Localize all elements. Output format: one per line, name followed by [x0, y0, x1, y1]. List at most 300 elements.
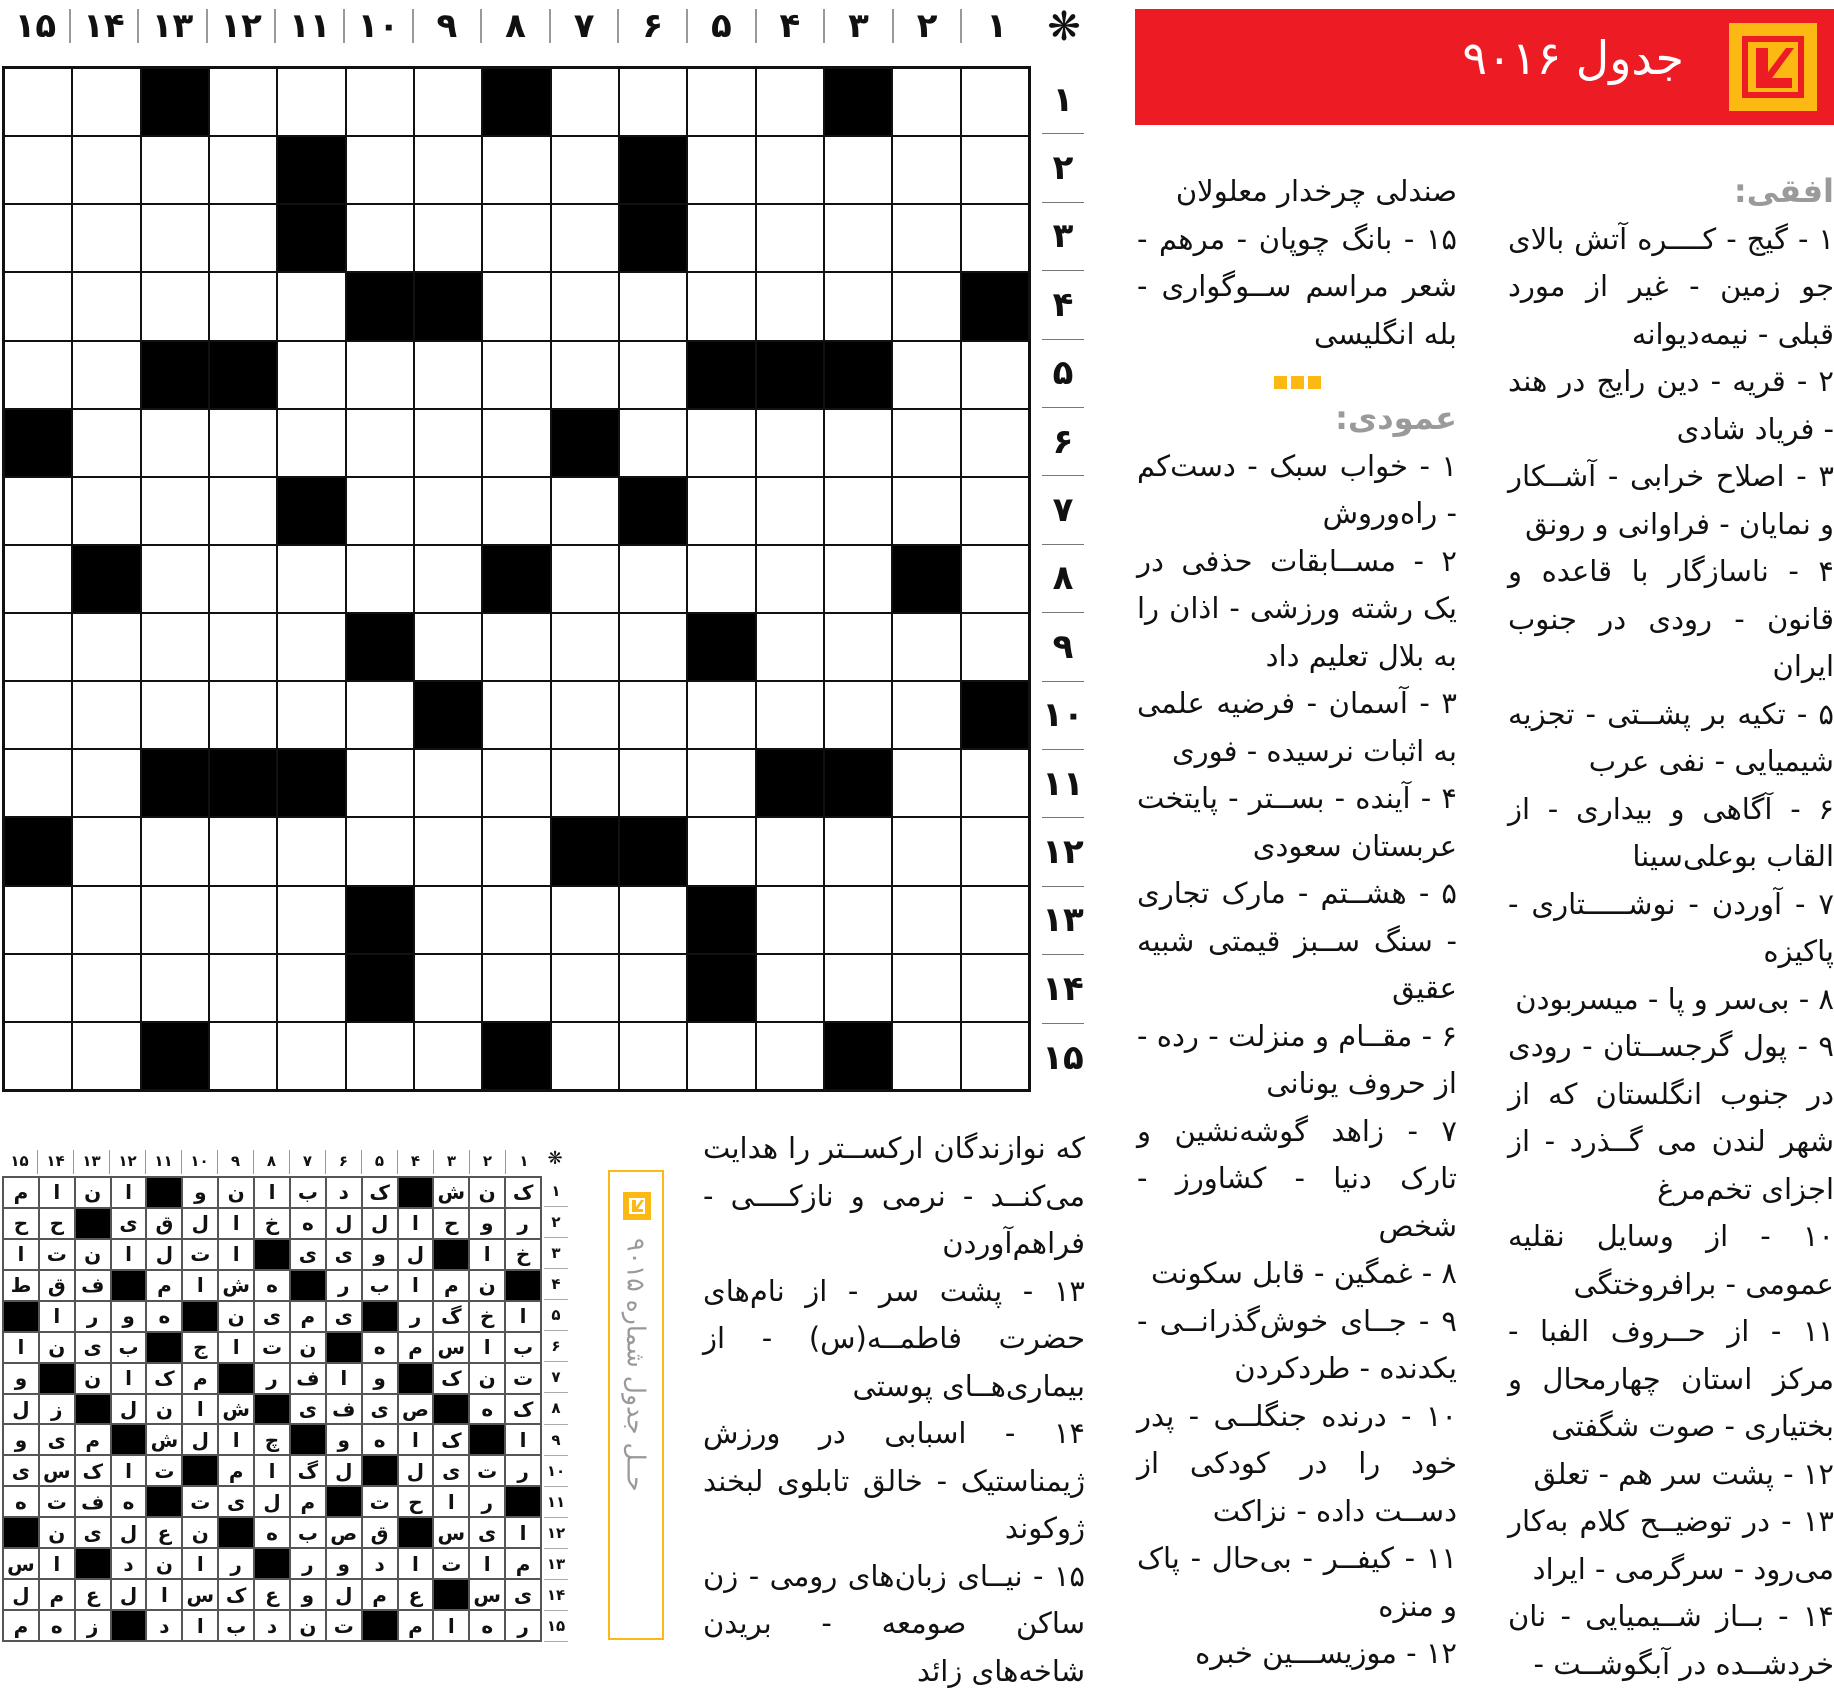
solution-letter: چ — [254, 1424, 290, 1455]
solution-letter: ه — [362, 1424, 398, 1455]
grid-cell[interactable] — [277, 954, 345, 1022]
grid-cell[interactable] — [346, 1022, 414, 1090]
grid-cell[interactable] — [551, 613, 619, 681]
grid-cell[interactable] — [346, 477, 414, 545]
solution-row-number: ۵ — [544, 1300, 568, 1331]
grid-cell[interactable] — [824, 545, 892, 613]
grid-cell[interactable] — [209, 545, 277, 613]
grid-cell[interactable] — [141, 613, 209, 681]
grid-cell[interactable] — [687, 749, 755, 817]
black-cell — [961, 272, 1029, 340]
grid-cell[interactable] — [209, 204, 277, 272]
solution-letter: ح — [398, 1486, 434, 1517]
solution-black-cell — [433, 1579, 469, 1610]
vertical-clue: ۴ - آینده - بســتر - پایتخت عربستان سعودی — [1137, 775, 1457, 870]
grid-cell[interactable] — [551, 341, 619, 409]
grid-cell[interactable] — [209, 681, 277, 749]
grid-cell[interactable] — [756, 272, 824, 340]
horizontal-clue: صندلی چرخدار معلولان — [1137, 168, 1457, 216]
grid-cell[interactable] — [551, 886, 619, 954]
column-number: ۱۰ — [345, 9, 414, 43]
grid-cell[interactable] — [414, 749, 482, 817]
grid-cell[interactable] — [277, 272, 345, 340]
solution-black-cell — [39, 1363, 75, 1394]
black-cell — [4, 409, 72, 477]
grid-cell[interactable] — [482, 886, 550, 954]
solution-letter: ن — [469, 1270, 505, 1301]
solution-letter: ل — [326, 1208, 362, 1239]
grid-cell[interactable] — [72, 886, 140, 954]
grid-cell[interactable] — [4, 613, 72, 681]
grid-cell[interactable] — [961, 477, 1029, 545]
grid-cell[interactable] — [209, 136, 277, 204]
grid-cell[interactable] — [141, 681, 209, 749]
grid-cell[interactable] — [892, 68, 960, 136]
solution-letter: ا — [3, 1239, 39, 1270]
grid-cell[interactable] — [277, 681, 345, 749]
solution-letter: ا — [39, 1301, 75, 1332]
grid-cell[interactable] — [141, 817, 209, 885]
grid-cell[interactable] — [961, 749, 1029, 817]
grid-cell[interactable] — [414, 409, 482, 477]
solution-letter: ر — [326, 1270, 362, 1301]
grid-cell[interactable] — [4, 204, 72, 272]
grid-cell[interactable] — [141, 477, 209, 545]
black-cell — [414, 272, 482, 340]
solution-letter: ا — [111, 1239, 147, 1270]
grid-cell[interactable] — [141, 409, 209, 477]
grid-cell[interactable] — [482, 681, 550, 749]
grid-cell[interactable] — [619, 613, 687, 681]
grid-cell[interactable] — [961, 204, 1029, 272]
grid-cell[interactable] — [687, 681, 755, 749]
grid-cell[interactable] — [961, 136, 1029, 204]
column-numbers — [2, 0, 1031, 52]
grid-cell[interactable] — [141, 204, 209, 272]
solution-letter: م — [146, 1270, 182, 1301]
grid-cell[interactable] — [4, 68, 72, 136]
grid-cell[interactable] — [551, 954, 619, 1022]
grid-cell[interactable] — [277, 1022, 345, 1090]
grid-cell[interactable] — [72, 477, 140, 545]
grid-cell[interactable] — [209, 272, 277, 340]
grid-cell[interactable] — [141, 545, 209, 613]
grid-cell[interactable] — [824, 204, 892, 272]
grid-cell[interactable] — [414, 613, 482, 681]
solution-letter: ت — [39, 1486, 75, 1517]
grid-cell[interactable] — [756, 1022, 824, 1090]
grid-cell[interactable] — [619, 681, 687, 749]
solution-letter: د — [326, 1177, 362, 1208]
solution-letter: ا — [505, 1301, 541, 1332]
grid-cell[interactable] — [687, 1022, 755, 1090]
grid-cell[interactable] — [892, 681, 960, 749]
grid-cell[interactable] — [619, 272, 687, 340]
grid-cell[interactable] — [482, 817, 550, 885]
grid-cell[interactable] — [72, 68, 140, 136]
grid-cell[interactable] — [687, 477, 755, 545]
grid-cell[interactable] — [756, 817, 824, 885]
grid-cell[interactable] — [209, 613, 277, 681]
grid-cell[interactable] — [209, 68, 277, 136]
solution-black-cell — [433, 1394, 469, 1425]
grid-cell[interactable] — [277, 886, 345, 954]
grid-cell[interactable] — [4, 341, 72, 409]
grid-cell[interactable] — [277, 409, 345, 477]
grid-cell[interactable] — [756, 613, 824, 681]
solution-row-number: ۲ — [544, 1207, 568, 1238]
solution-black-cell — [290, 1424, 326, 1455]
column-number: ۸ — [482, 9, 551, 43]
solution-row-number: ۸ — [544, 1393, 568, 1424]
solution-letter: ب — [505, 1332, 541, 1363]
grid-cell[interactable] — [72, 817, 140, 885]
solution-letter: ه — [254, 1270, 290, 1301]
grid-cell[interactable] — [4, 272, 72, 340]
solution-letter: ق — [362, 1517, 398, 1548]
grid-cell[interactable] — [346, 409, 414, 477]
grid-cell[interactable] — [4, 477, 72, 545]
solution-column-number: ۷ — [290, 1150, 326, 1174]
grid-cell[interactable] — [72, 136, 140, 204]
grid-cell[interactable] — [4, 749, 72, 817]
solution-letter: ا — [398, 1548, 434, 1579]
grid-cell[interactable] — [892, 477, 960, 545]
solution-black-cell — [254, 1548, 290, 1579]
grid-cell[interactable] — [209, 477, 277, 545]
grid-cell[interactable] — [892, 409, 960, 477]
grid-cell[interactable] — [824, 817, 892, 885]
solution-letter: ا — [182, 1394, 218, 1425]
solution-letter: ک — [505, 1394, 541, 1425]
grid-cell[interactable] — [72, 204, 140, 272]
grid-cell[interactable] — [414, 545, 482, 613]
grid-cell[interactable] — [619, 1022, 687, 1090]
solution-letter: ی — [75, 1517, 111, 1548]
grid-cell[interactable] — [346, 545, 414, 613]
grid-cell[interactable] — [4, 1022, 72, 1090]
solution-letter: ه — [362, 1332, 398, 1363]
solution-black-cell — [505, 1270, 541, 1301]
grid-cell[interactable] — [961, 545, 1029, 613]
grid-cell[interactable] — [277, 817, 345, 885]
grid-cell[interactable] — [687, 204, 755, 272]
grid-cell[interactable] — [961, 1022, 1029, 1090]
grid-cell[interactable] — [482, 749, 550, 817]
grid-cell[interactable] — [824, 613, 892, 681]
grid-cell[interactable] — [687, 545, 755, 613]
solution-letter: ا — [218, 1424, 254, 1455]
grid-cell[interactable] — [346, 341, 414, 409]
grid-cell[interactable] — [4, 886, 72, 954]
solution-letter: ا — [146, 1579, 182, 1610]
grid-cell[interactable] — [756, 886, 824, 954]
black-cell — [346, 886, 414, 954]
row-number: ۱ — [1042, 66, 1084, 134]
solution-row-number: ۷ — [544, 1362, 568, 1393]
row-number: ۶ — [1042, 408, 1084, 476]
grid-cell[interactable] — [551, 68, 619, 136]
grid-cell[interactable] — [551, 272, 619, 340]
grid-cell[interactable] — [4, 136, 72, 204]
grid-cell[interactable] — [346, 681, 414, 749]
solution-letter: ن — [290, 1332, 326, 1363]
grid-cell[interactable] — [346, 817, 414, 885]
grid-cell[interactable] — [892, 886, 960, 954]
grid-cell[interactable] — [961, 409, 1029, 477]
solution-letter: ب — [362, 1270, 398, 1301]
solution-letter: ا — [469, 1332, 505, 1363]
solution-letter: ص — [326, 1517, 362, 1548]
grid-cell[interactable] — [619, 545, 687, 613]
grid-cell[interactable] — [482, 613, 550, 681]
grid-cell[interactable] — [892, 136, 960, 204]
grid-cell[interactable] — [687, 136, 755, 204]
solution-letter: ا — [433, 1610, 469, 1641]
asterisk-icon: ❋ — [1036, 4, 1092, 50]
grid-cell[interactable] — [756, 954, 824, 1022]
black-cell — [687, 613, 755, 681]
solution-letter: ل — [326, 1455, 362, 1486]
solution-black-cell — [433, 1239, 469, 1270]
black-cell — [551, 409, 619, 477]
grid-cell[interactable] — [892, 272, 960, 340]
solution-letter: ی — [75, 1332, 111, 1363]
solution-row-number: ۱ — [544, 1176, 568, 1207]
solution-letter: د — [146, 1610, 182, 1641]
grid-cell[interactable] — [892, 954, 960, 1022]
solution-letter: ش — [146, 1424, 182, 1455]
grid-cell[interactable] — [482, 136, 550, 204]
grid-cell[interactable] — [72, 272, 140, 340]
grid-cell[interactable] — [892, 613, 960, 681]
grid-cell[interactable] — [482, 954, 550, 1022]
grid-cell[interactable] — [482, 409, 550, 477]
grid-cell[interactable] — [551, 1022, 619, 1090]
solution-column-number: ۱۲ — [110, 1150, 146, 1174]
grid-cell[interactable] — [961, 341, 1029, 409]
solution-column-number: ۱۴ — [38, 1150, 74, 1174]
grid-cell[interactable] — [414, 68, 482, 136]
grid-cell[interactable] — [414, 341, 482, 409]
solution-black-cell — [146, 1177, 182, 1208]
grid-cell[interactable] — [619, 954, 687, 1022]
solution-letter: ل — [182, 1424, 218, 1455]
row-numbers — [1038, 66, 1088, 1092]
grid-cell[interactable] — [482, 341, 550, 409]
grid-cell[interactable] — [4, 545, 72, 613]
grid-cell[interactable] — [346, 136, 414, 204]
grid-cell[interactable] — [209, 409, 277, 477]
solution-letter: خ — [505, 1239, 541, 1270]
grid-cell[interactable] — [72, 613, 140, 681]
grid-cell[interactable] — [619, 409, 687, 477]
solution-black-cell — [505, 1486, 541, 1517]
grid-cell[interactable] — [482, 204, 550, 272]
grid-cell[interactable] — [209, 886, 277, 954]
solution-letter: ک — [433, 1424, 469, 1455]
solution-letter: ک — [433, 1363, 469, 1394]
vertical-clue: ۱۰ - درنده جنگلــی - پدر خود را در کودکی از دســت داده - نزاکت — [1137, 1393, 1457, 1536]
solution-letter: ع — [254, 1579, 290, 1610]
solution-letter: گ — [290, 1455, 326, 1486]
column-number: ۴ — [757, 9, 826, 43]
grid-cell[interactable] — [756, 681, 824, 749]
solution-letter: ل — [326, 1579, 362, 1610]
grid-cell[interactable] — [892, 341, 960, 409]
solution-row-number: ۱۰ — [544, 1456, 568, 1487]
solution-letter: و — [362, 1363, 398, 1394]
solution-letter: ه — [254, 1517, 290, 1548]
vertical-clue: ۸ - غمگین - قابل سکونت — [1137, 1250, 1457, 1298]
solution-black-cell — [398, 1363, 434, 1394]
solution-letter: ق — [39, 1270, 75, 1301]
grid-cell[interactable] — [687, 817, 755, 885]
grid-cell[interactable] — [619, 886, 687, 954]
grid-cell[interactable] — [961, 817, 1029, 885]
solution-black-cell — [111, 1270, 147, 1301]
grid-cell[interactable] — [277, 545, 345, 613]
grid-cell[interactable] — [687, 409, 755, 477]
grid-cell[interactable] — [892, 749, 960, 817]
grid-cell[interactable] — [824, 272, 892, 340]
black-cell — [961, 681, 1029, 749]
solution-letter: ا — [218, 1208, 254, 1239]
solution-letter: ج — [182, 1332, 218, 1363]
grid-cell[interactable] — [414, 1022, 482, 1090]
solution-letter: م — [362, 1579, 398, 1610]
grid-cell[interactable] — [414, 954, 482, 1022]
grid-cell[interactable] — [756, 409, 824, 477]
solution-row-number: ۳ — [544, 1238, 568, 1269]
grid-cell[interactable] — [756, 68, 824, 136]
solution-black-cell — [218, 1517, 254, 1548]
grid-cell[interactable] — [277, 341, 345, 409]
grid-cell[interactable] — [756, 545, 824, 613]
solution-letter: ی — [433, 1455, 469, 1486]
horizontal-clue: ۵ - تکیه بر پشــتی - تجزیه شیمیایی - نفی عرب — [1508, 691, 1834, 786]
grid-cell[interactable] — [824, 886, 892, 954]
solution-letter: ت — [254, 1332, 290, 1363]
solution-row-number: ۹ — [544, 1425, 568, 1456]
grid-cell[interactable] — [72, 341, 140, 409]
horizontal-clue: ۱۱ - از حــروف الفبا - مرکز استان چهارمحال و بختیاری - صوت شگفتی — [1508, 1308, 1834, 1451]
grid-cell[interactable] — [141, 272, 209, 340]
grid-cell[interactable] — [414, 817, 482, 885]
grid-cell[interactable] — [551, 477, 619, 545]
clues-column-right — [1508, 168, 1834, 1655]
solution-letter: ق — [146, 1208, 182, 1239]
solution-letter: س — [433, 1517, 469, 1548]
grid-cell[interactable] — [72, 681, 140, 749]
grid-cell[interactable] — [4, 681, 72, 749]
grid-cell[interactable] — [72, 749, 140, 817]
grid-cell[interactable] — [824, 477, 892, 545]
grid-cell[interactable] — [619, 749, 687, 817]
solution-letter: س — [39, 1455, 75, 1486]
grid-cell[interactable] — [961, 954, 1029, 1022]
grid-cell[interactable] — [687, 68, 755, 136]
solution-letter: ز — [39, 1394, 75, 1425]
grid-cell[interactable] — [961, 613, 1029, 681]
grid-cell[interactable] — [619, 341, 687, 409]
row-number: ۴ — [1042, 271, 1084, 339]
grid-cell[interactable] — [551, 136, 619, 204]
solution-letter: ا — [398, 1424, 434, 1455]
grid-cell[interactable] — [824, 136, 892, 204]
grid-cell[interactable] — [414, 136, 482, 204]
grid-cell[interactable] — [756, 477, 824, 545]
grid-cell[interactable] — [756, 136, 824, 204]
grid-cell[interactable] — [209, 954, 277, 1022]
grid-cell[interactable] — [824, 409, 892, 477]
grid-cell[interactable] — [346, 68, 414, 136]
solution-column-number: ۸ — [254, 1150, 290, 1174]
grid-cell[interactable] — [892, 817, 960, 885]
horizontal-clue: ۷ - آوردن - نوشـــــتاری - پاکیزه — [1508, 881, 1834, 976]
grid-cell[interactable] — [824, 954, 892, 1022]
black-cell — [277, 477, 345, 545]
grid-cell[interactable] — [619, 68, 687, 136]
grid-cell[interactable] — [414, 204, 482, 272]
grid-cell[interactable] — [72, 1022, 140, 1090]
grid-cell[interactable] — [551, 545, 619, 613]
solution-letter: و — [182, 1177, 218, 1208]
separator-dots-icon — [1137, 376, 1457, 389]
solution-letter: م — [433, 1270, 469, 1301]
grid-cell[interactable] — [892, 1022, 960, 1090]
grid-cell[interactable] — [4, 954, 72, 1022]
solution-letter: ن — [290, 1610, 326, 1641]
solution-letter: ن — [469, 1177, 505, 1208]
row-number: ۵ — [1042, 340, 1084, 408]
solution-letter: ن — [75, 1177, 111, 1208]
grid-cell[interactable] — [141, 136, 209, 204]
grid-cell[interactable] — [551, 204, 619, 272]
column-number: ۱۴ — [71, 9, 140, 43]
black-cell — [277, 136, 345, 204]
grid-cell[interactable] — [482, 477, 550, 545]
grid-cell[interactable] — [482, 272, 550, 340]
grid-cell[interactable] — [277, 613, 345, 681]
grid-cell[interactable] — [72, 954, 140, 1022]
grid-cell[interactable] — [687, 272, 755, 340]
grid-cell[interactable] — [756, 204, 824, 272]
solution-black-cell — [3, 1301, 39, 1332]
grid-cell[interactable] — [414, 886, 482, 954]
grid-cell[interactable] — [72, 409, 140, 477]
solution-label: حــل جدول شماره ۹۰۱۵ — [622, 1238, 651, 1492]
grid-cell[interactable] — [892, 204, 960, 272]
vertical-clue: ۷ - زاهد گوشه‌نشین و تارک دنیا - کشاورز - شخص — [1137, 1108, 1457, 1251]
grid-cell[interactable] — [824, 681, 892, 749]
solution-row-numbers — [544, 1176, 568, 1642]
solution-letter: م — [290, 1486, 326, 1517]
grid-cell[interactable] — [141, 886, 209, 954]
grid-cell[interactable] — [961, 68, 1029, 136]
grid-cell[interactable] — [141, 954, 209, 1022]
grid-cell[interactable] — [551, 681, 619, 749]
solution-letter: م — [398, 1332, 434, 1363]
grid-cell[interactable] — [277, 68, 345, 136]
grid-cell[interactable] — [209, 1022, 277, 1090]
grid-cell[interactable] — [961, 886, 1029, 954]
grid-cell[interactable] — [414, 477, 482, 545]
grid-cell[interactable] — [209, 817, 277, 885]
grid-cell[interactable] — [346, 204, 414, 272]
grid-cell[interactable] — [551, 749, 619, 817]
grid-cell[interactable] — [346, 749, 414, 817]
